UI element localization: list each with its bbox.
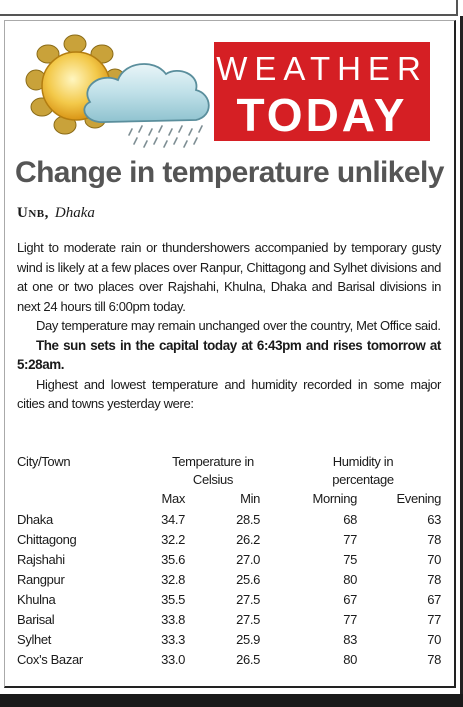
cell-min: 25.6 <box>236 572 260 587</box>
article-body <box>17 238 441 414</box>
table-row <box>17 610 441 630</box>
cell-evening: 78 <box>427 572 441 587</box>
cell-min: 26.2 <box>236 532 260 547</box>
subheader-max: Max <box>161 491 185 506</box>
dateline-place: Dhaka <box>54 205 95 221</box>
cell-evening: 70 <box>427 552 441 567</box>
sun-cloud-rain-icon <box>20 32 220 150</box>
cell-city: Rangpur <box>17 572 65 587</box>
weather-masthead <box>20 32 430 150</box>
table-row <box>17 630 441 650</box>
cell-city: Dhaka <box>17 512 53 527</box>
cell-morning: 83 <box>343 632 357 647</box>
bottom-bar <box>0 694 463 707</box>
rain-drops <box>129 126 202 147</box>
cell-min: 27.0 <box>236 552 260 567</box>
news-agency: Unb, <box>17 205 49 221</box>
table-row <box>17 650 441 670</box>
logo-line-weather: WEATHER <box>216 50 428 87</box>
cell-min: 27.5 <box>236 612 260 627</box>
top-rule <box>0 14 458 16</box>
cell-max: 33.0 <box>161 652 185 667</box>
subheader-morning: Morning <box>312 491 357 506</box>
cell-max: 33.8 <box>161 612 185 627</box>
table-row <box>17 510 441 530</box>
header-temperature-line1: Temperature in <box>172 454 254 469</box>
cell-evening: 70 <box>427 632 441 647</box>
top-strip <box>0 0 463 16</box>
cell-min: 26.5 <box>236 652 260 667</box>
subheader-row <box>17 489 441 509</box>
cell-morning: 77 <box>343 612 357 627</box>
table-row <box>17 570 441 590</box>
cell-city: Khulna <box>17 592 56 607</box>
cell-max: 35.5 <box>161 592 185 607</box>
cell-morning: 68 <box>343 512 357 527</box>
cell-morning: 77 <box>343 532 357 547</box>
cell-max: 35.6 <box>161 552 185 567</box>
paragraph-table-intro: Highest and lowest temperature and humidity recorded in some major cities and towns yesterday were: <box>17 376 441 411</box>
cell-evening: 78 <box>427 532 441 547</box>
cell-max: 32.8 <box>161 572 185 587</box>
cell-evening: 63 <box>427 512 441 527</box>
subheader-min: Min <box>240 491 260 506</box>
header-humidity-line2: percentage <box>332 472 394 487</box>
cell-evening: 67 <box>427 592 441 607</box>
cell-morning: 80 <box>343 652 357 667</box>
paragraph-temperature: Day temperature may remain unchanged over the country, Met Office said. <box>36 318 441 333</box>
weather-today-logo <box>214 42 430 141</box>
cell-max: 33.3 <box>161 632 185 647</box>
table-row <box>17 590 441 610</box>
cell-min: 25.9 <box>236 632 260 647</box>
header-humidity-line1: Humidity in <box>332 454 394 469</box>
dateline <box>17 205 95 222</box>
cell-min: 27.5 <box>236 592 260 607</box>
cell-max: 34.7 <box>161 512 185 527</box>
cell-city: Chittagong <box>17 532 77 547</box>
logo-line-today: TODAY <box>236 89 408 141</box>
cell-morning: 67 <box>343 592 357 607</box>
article-headline: Change in temperature unlikely <box>15 156 444 189</box>
paragraph-forecast: Light to moderate rain or thundershowers accompanied by temporary gusty wind is likely at a few places over Ranpur, Chittagong and Sylhet divisions and at one or two places over Rajshahi, Khulna, Dhaka and Barisal divisions in next 24 hours till 6:00pm today. <box>17 240 441 314</box>
cell-city: Sylhet <box>17 632 52 647</box>
cell-city: Barisal <box>17 612 55 627</box>
top-corner-rule <box>456 0 458 16</box>
cell-city: Rajshahi <box>17 552 65 567</box>
table-row <box>17 530 441 550</box>
table-row <box>17 550 441 570</box>
cell-morning: 80 <box>343 572 357 587</box>
header-temperature-line2: Celsius <box>192 472 234 487</box>
paragraph-sun-times: The sun sets in the capital today at 6:43pm and rises tomorrow at 5:28am. <box>17 337 441 372</box>
cell-evening: 78 <box>427 652 441 667</box>
cell-evening: 77 <box>427 612 441 627</box>
header-city: City/Town <box>17 454 71 469</box>
subheader-evening: Evening <box>396 491 441 506</box>
cell-max: 32.2 <box>161 532 185 547</box>
cell-city: Cox's Bazar <box>17 652 83 667</box>
cell-min: 28.5 <box>236 512 260 527</box>
cell-morning: 75 <box>343 552 357 567</box>
